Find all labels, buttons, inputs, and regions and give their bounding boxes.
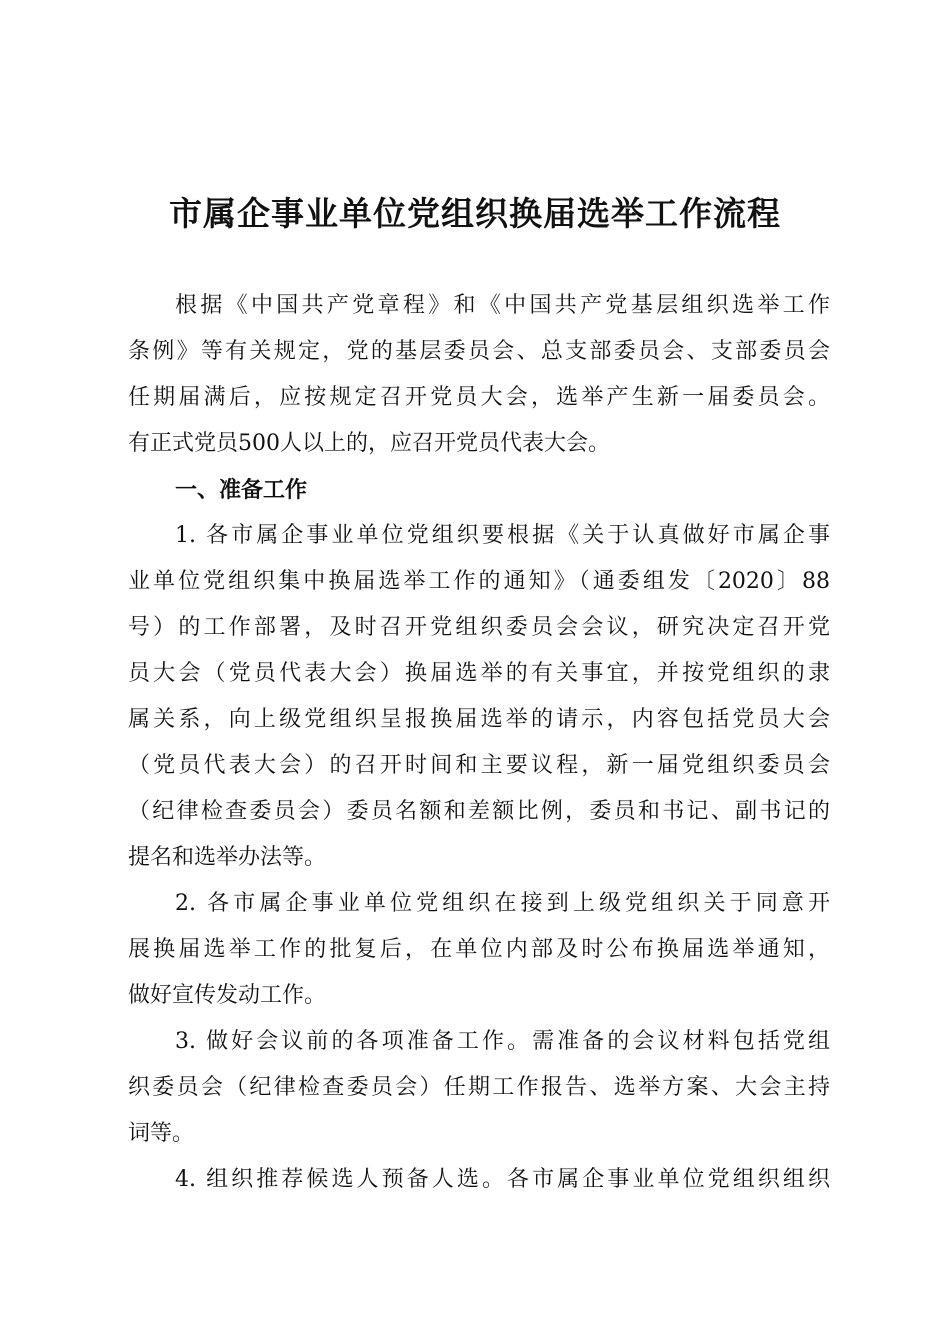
item1-line-6: （党员代表大会）的召开时间和主要议程，新一届党组织委员会 — [128, 753, 830, 778]
item2-line-2: 展换届选举工作的批复后，在单位内部及时公布换届选举通知， — [128, 937, 830, 962]
item4-line-1: 4. 组织推荐候选人预备人选。各市属企事业单位党组织组织 — [175, 1167, 830, 1192]
item1-line-4: 员大会（党员代表大会）换届选举的有关事宜，并按党组织的隶 — [128, 661, 830, 686]
item1-line-3: 号）的工作部署，及时召开党组织委员会会议，研究决定召开党 — [128, 615, 830, 640]
item3-line-2: 织委员会（纪律检查委员会）任期工作报告、选举方案、大会主持 — [128, 1075, 830, 1100]
item3-line-3: 词等。 — [128, 1121, 195, 1146]
item1-line-2: 业单位党组织集中换届选举工作的通知》（通委组发〔2020〕88 — [128, 569, 830, 594]
item3-line-1: 3. 做好会议前的各项准备工作。需准备的会议材料包括党组 — [175, 1029, 830, 1054]
intro-line-3: 任期届满后，应按规定召开党员大会，选举产生新一届委员会。 — [128, 385, 830, 410]
item2-line-1: 2. 各市属企事业单位党组织在接到上级党组织关于同意开 — [175, 891, 830, 916]
item1-line-1: 1. 各市属企事业单位党组织要根据《关于认真做好市属企事 — [175, 523, 830, 548]
item1-line-8: 提名和选举办法等。 — [128, 845, 327, 870]
item1-line-7: （纪律检查委员会）委员名额和差额比例，委员和书记、副书记的 — [128, 799, 830, 824]
item2-line-3: 做好宣传发动工作。 — [128, 983, 327, 1008]
section-heading: 一、准备工作 — [175, 477, 308, 503]
intro-line-1: 根据《中国共产党章程》和《中国共产党基层组织选举工作 — [175, 293, 830, 318]
item1-line-5: 属关系，向上级党组织呈报换届选举的请示，内容包括党员大会 — [128, 707, 830, 732]
intro-line-2: 条例》等有关规定，党的基层委员会、总支部委员会、支部委员会 — [128, 339, 830, 364]
document-title: 市属企事业单位党组织换届选举工作流程 — [169, 194, 781, 233]
intro-line-4: 有正式党员500人以上的，应召开党员代表大会。 — [128, 431, 610, 456]
